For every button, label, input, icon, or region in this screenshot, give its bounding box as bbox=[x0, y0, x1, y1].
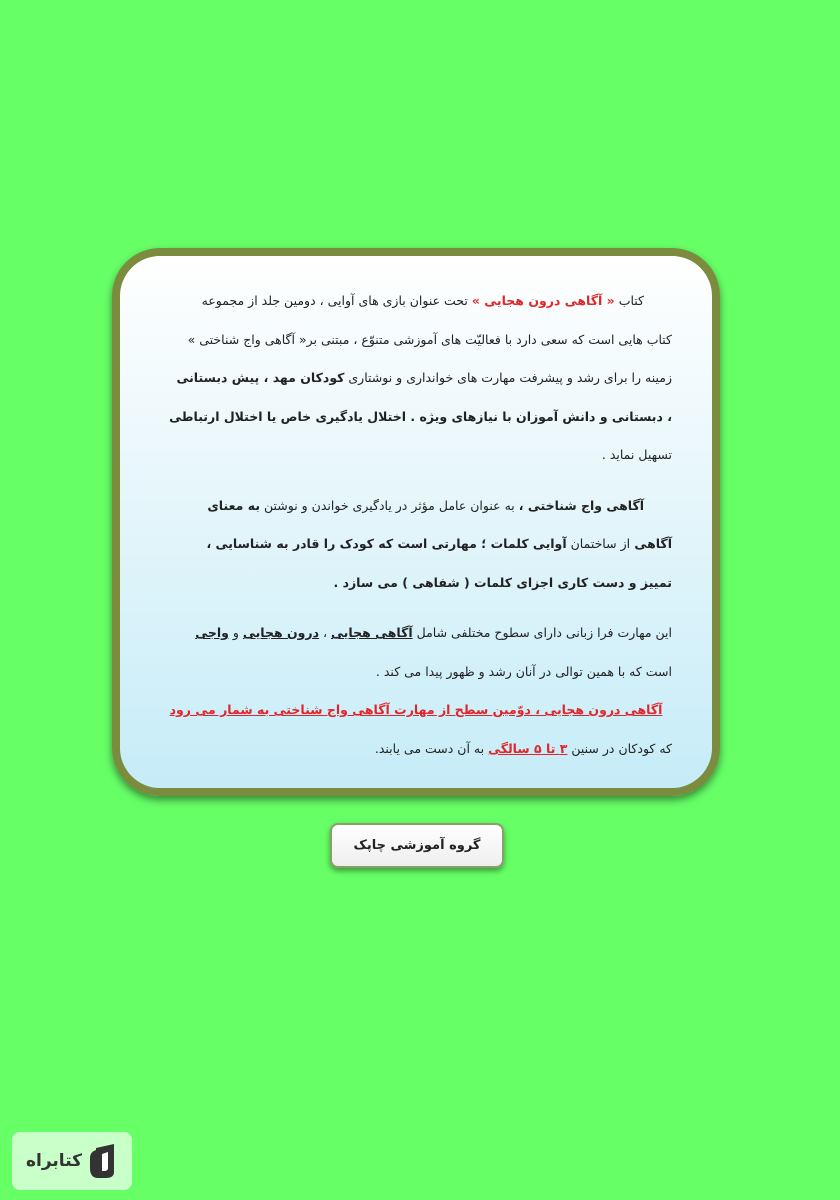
text-line: کتاب هایی است که سعی دارد با فعالیّت های آموزشی متنوّع ، مبتنی بر« آگاهی واج شناختی » bbox=[187, 331, 672, 347]
text-span: که کودکان در سنین bbox=[567, 740, 672, 756]
text-span: تحت عنوان بازی های آوایی ، دومین جلد از مجموعه bbox=[201, 293, 472, 308]
paragraph-book-intro bbox=[160, 282, 672, 475]
underlined-term: واجی bbox=[195, 625, 229, 640]
ketabrah-logo[interactable] bbox=[12, 1132, 132, 1190]
bold-text: آوایی کلمات ؛ مهارتی است که کودک را قادر به شناسایی ، bbox=[206, 536, 567, 551]
intro-card bbox=[112, 248, 720, 796]
text-line bbox=[160, 359, 672, 398]
text-span: این مهارت فرا زبانی دارای سطوح مختلفی شامل bbox=[412, 625, 672, 640]
underlined-term: درون هجایی bbox=[242, 625, 320, 640]
highlight-line: آگاهی درون هجایی ، دوّمین سطح از مهارت آگاهی واج شناختی به شمار می رود bbox=[169, 702, 663, 717]
ketabrah-logo-icon bbox=[88, 1144, 118, 1178]
text-span: و bbox=[228, 625, 243, 640]
bold-text: به معنای bbox=[207, 497, 261, 513]
text-span: کتاب bbox=[614, 293, 644, 308]
text-line bbox=[160, 614, 672, 653]
publisher-button-label: گروه آموزشی چاپک bbox=[353, 838, 481, 853]
text-line bbox=[160, 730, 672, 769]
bold-text: آگاهی bbox=[630, 536, 672, 551]
text-line: است که با همین توالی در آنان رشد و ظهور پیدا می کند . bbox=[375, 663, 672, 679]
book-title-red: « آگاهی درون هجایی » bbox=[471, 293, 615, 308]
text-line: تمییز و دست کاری اجزای کلمات ( شفاهی ) می سازد . bbox=[333, 574, 672, 590]
text-line bbox=[160, 525, 672, 564]
text-span: به آن دست می یابند. bbox=[374, 740, 489, 756]
bold-text: کودکان مهد ، پیش دبستانی bbox=[176, 370, 345, 385]
paragraph-phonological-awareness bbox=[160, 487, 672, 603]
logo-text: کتابراه bbox=[25, 1151, 83, 1171]
paragraph-levels bbox=[160, 614, 672, 768]
text-span: ، bbox=[319, 625, 332, 640]
text-span: زمینه را برای رشد و پیشرفت مهارت های خوانداری و نوشتاری bbox=[344, 370, 672, 385]
text-span: از ساختمان bbox=[566, 536, 631, 551]
text-line bbox=[160, 282, 672, 321]
text-line: تسهیل نماید . bbox=[601, 447, 672, 462]
text-span: به عنوان عامل مؤثر در یادگیری خواندن و نوشتن bbox=[260, 497, 519, 513]
underlined-term: آگاهی هجایی bbox=[331, 625, 413, 640]
text-line: ، دبستانی و دانش آموزان با نیازهای ویژه . اختلال یادگیری خاص یا اختلال ارتباطی bbox=[169, 408, 672, 424]
publisher-button[interactable] bbox=[330, 823, 504, 868]
bold-text: آگاهی واج شناختی ، bbox=[518, 497, 644, 513]
text-line bbox=[160, 487, 672, 526]
age-range: ۳ تا ۵ سالگی bbox=[488, 740, 568, 756]
